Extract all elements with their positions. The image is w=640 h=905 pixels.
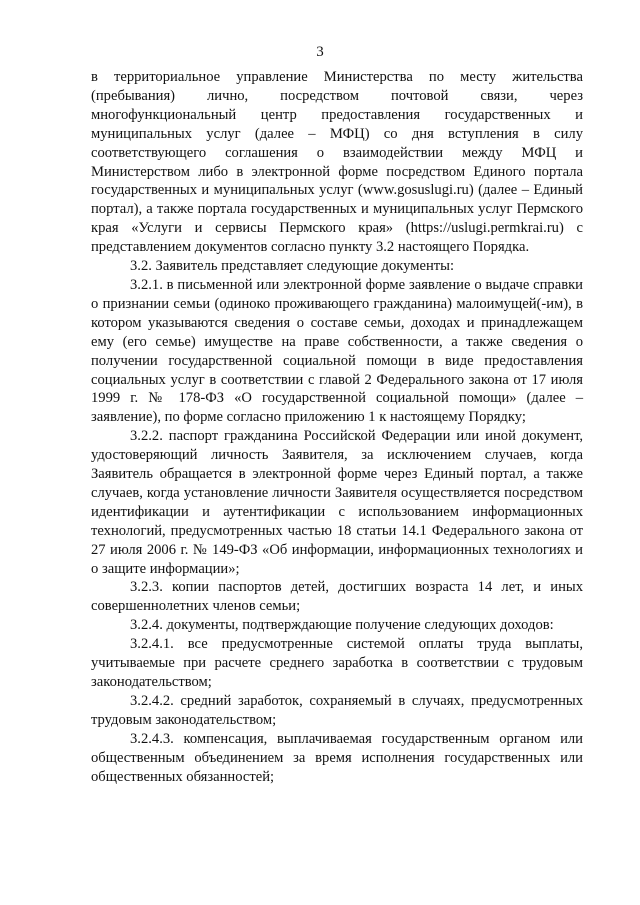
paragraph-3-2-4-3: 3.2.4.3. компенсация, выплачиваемая государственным органом или общественным объединением за время исполнения государственных или общественных обязанностей;	[91, 730, 583, 785]
paragraph-submission-methods: в территориальное управление Министерства по месту жительства (пребывания) лично, посредством почтовой связи, через многофункциональный центр предоставления государственных и муниципальных услуг (далее – МФЦ) со дня вступления в силу соответствующего соглашения о взаимодействии между МФЦ и Министерством либо в электронной форме посредством Единого портала государственных и муниципальных услуг (www.gosuslugi.ru) (далее – Единый портал), а также портала государственных и муниципальных услуг Пермского края «Услуги и сервисы Пермского края» (https://uslugi.permkrai.ru) с представлением документов согласно пункту 3.2 настоящего Порядка.	[91, 69, 583, 256]
paragraph-3-2-4-2: 3.2.4.2. средний заработок, сохраняемый в случаях, предусмотренных трудовым законодательством;	[91, 692, 583, 728]
paragraph-3-2-4: 3.2.4. документы, подтверждающие получение следующих доходов:	[130, 617, 554, 634]
paragraph-3-2-2: 3.2.2. паспорт гражданина Российской Федерации или иной документ, удостоверяющий личность Заявителя, за исключением случаев, когда Заявитель обращается в электронной форме через Единый портал, а также случаев, когда установление личности Заявителя осуществляется посредством идентификации и аутентификации с использованием информационных технологий, предусмотренных частью 18 статьи 14.1 Федерального закона от 27 июля 2006 г. № 149-ФЗ «Об информации, информационных технологиях и о защите информации»;	[91, 428, 583, 577]
paragraph-3-2-4-1: 3.2.4.1. все предусмотренные системой оплаты труда выплаты, учитываемые при расчете среднего заработка в соответствии с трудовым законодательством;	[91, 636, 583, 690]
page-number: 3	[316, 44, 324, 60]
paragraph-3-2-3: 3.2.3. копии паспортов детей, достигших возраста 14 лет, и иных совершеннолетних членов семьи;	[91, 579, 583, 615]
paragraph-3-2: 3.2. Заявитель представляет следующие документы:	[130, 258, 455, 275]
document-body	[91, 68, 583, 786]
paragraph-3-2-1: 3.2.1. в письменной или электронной форме заявление о выдаче справки о признании семьи (одиноко проживающего гражданина) малоимущей(-им), в котором указываются сведения о составе семьи, доходах и принадлежащем ему (его семье) имуществе на праве собственности, а также сведения о получении государственной социальной помощи в виде предоставления социальных услуг в соответствии с главой 2 Федерального закона от 17 июля 1999 г. № 178-ФЗ «О государственной социальной помощи» (далее – заявление), по форме согласно приложению 1 к настоящему Порядку;	[91, 276, 583, 426]
